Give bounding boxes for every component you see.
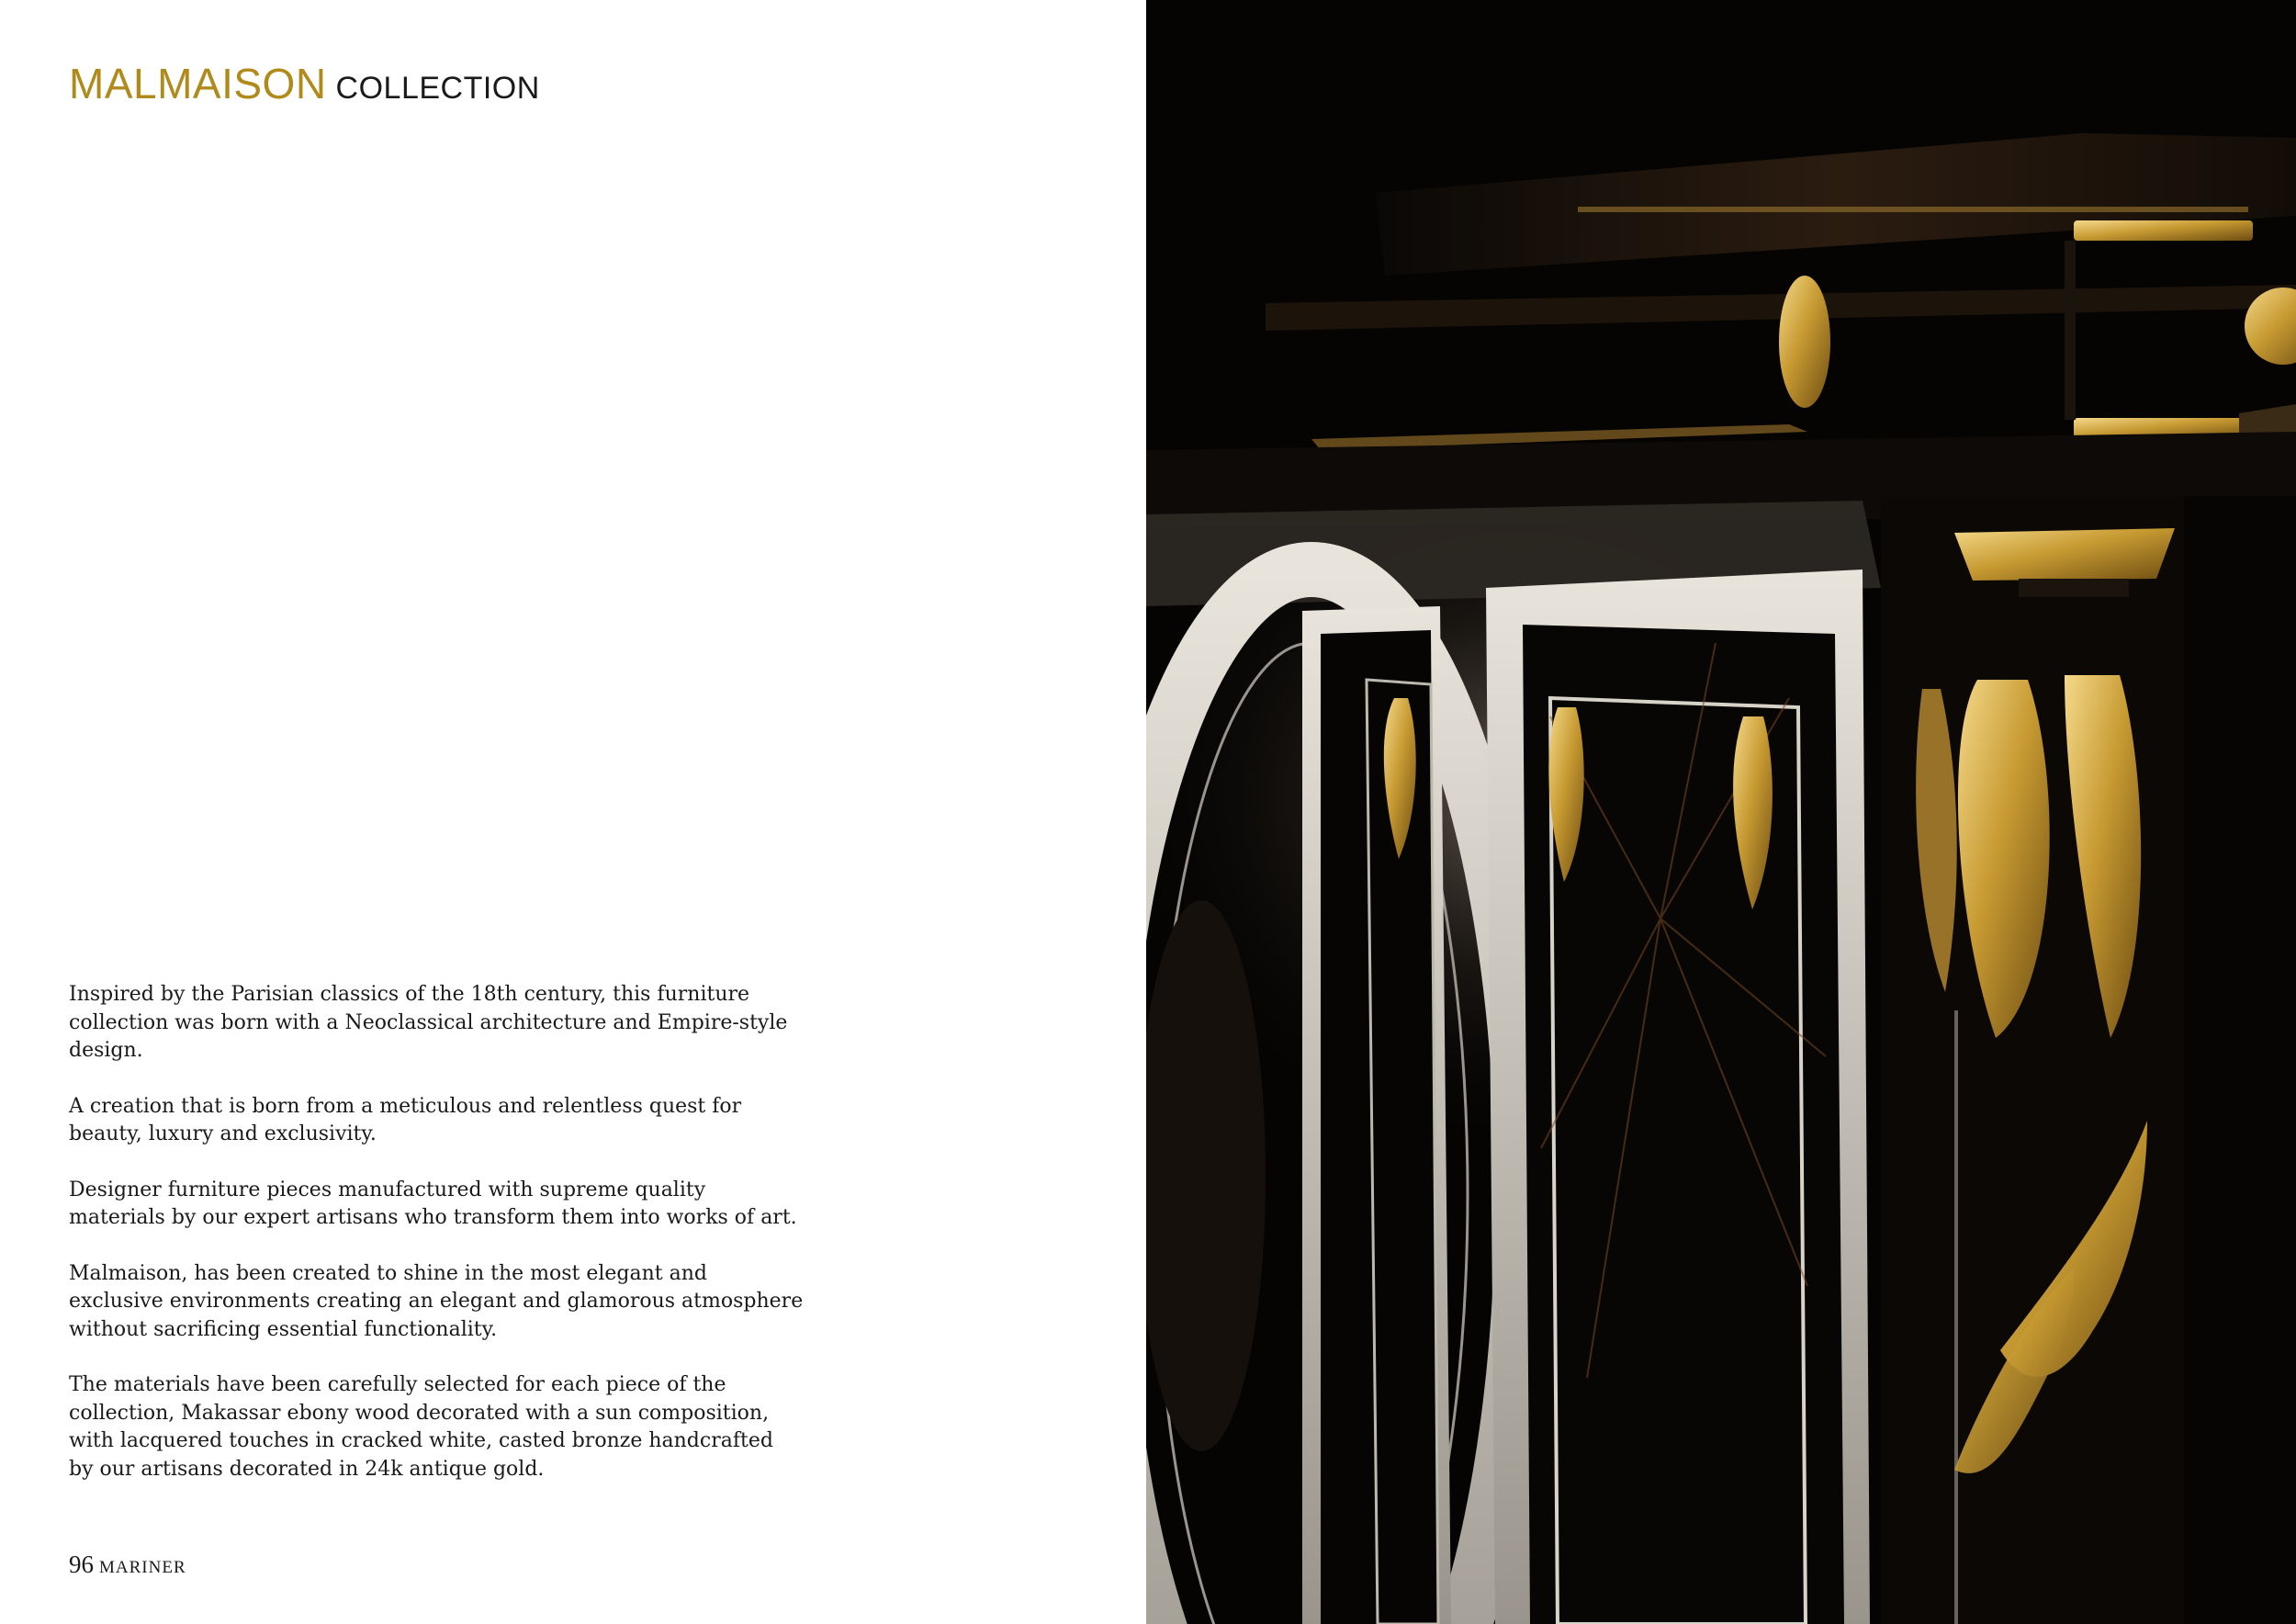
paragraph: A creation that is born from a meticulous and relentless quest for beauty, luxury and exclusivity.	[69, 1094, 742, 1145]
paragraph: Inspired by the Parisian classics of the 18th century, this furniture collection was born with a Neoclassical architecture and Empire-style design.	[69, 983, 788, 1062]
page-number: 96	[69, 1551, 94, 1578]
left-page	[0, 0, 1146, 1624]
footer-label: MARINER	[99, 1558, 186, 1577]
paragraph: Malmaison, has been created to shine in the most elegant and exclusive environments creating an elegant and glamorous atmosphere without sacrificing essential functionality.	[69, 1261, 804, 1341]
description-text	[69, 981, 804, 1511]
page-title	[69, 59, 540, 108]
title-collection-name: MALMAISON	[69, 60, 327, 107]
paragraph: Designer furniture pieces manufactured with supreme quality materials by our expert artisans who transform them into works of art.	[69, 1178, 797, 1229]
title-collection-label: COLLECTION	[335, 71, 540, 106]
paragraph: The materials have been carefully selected for each piece of the collection, Makassar ebony wood decorated with a sun composition, with lacquered touches in cracked white, casted bronze handcrafted by our artisans decorated in 24k antique gold.	[69, 1373, 773, 1481]
page-footer	[69, 1551, 186, 1579]
furniture-photo	[1146, 0, 2296, 1624]
